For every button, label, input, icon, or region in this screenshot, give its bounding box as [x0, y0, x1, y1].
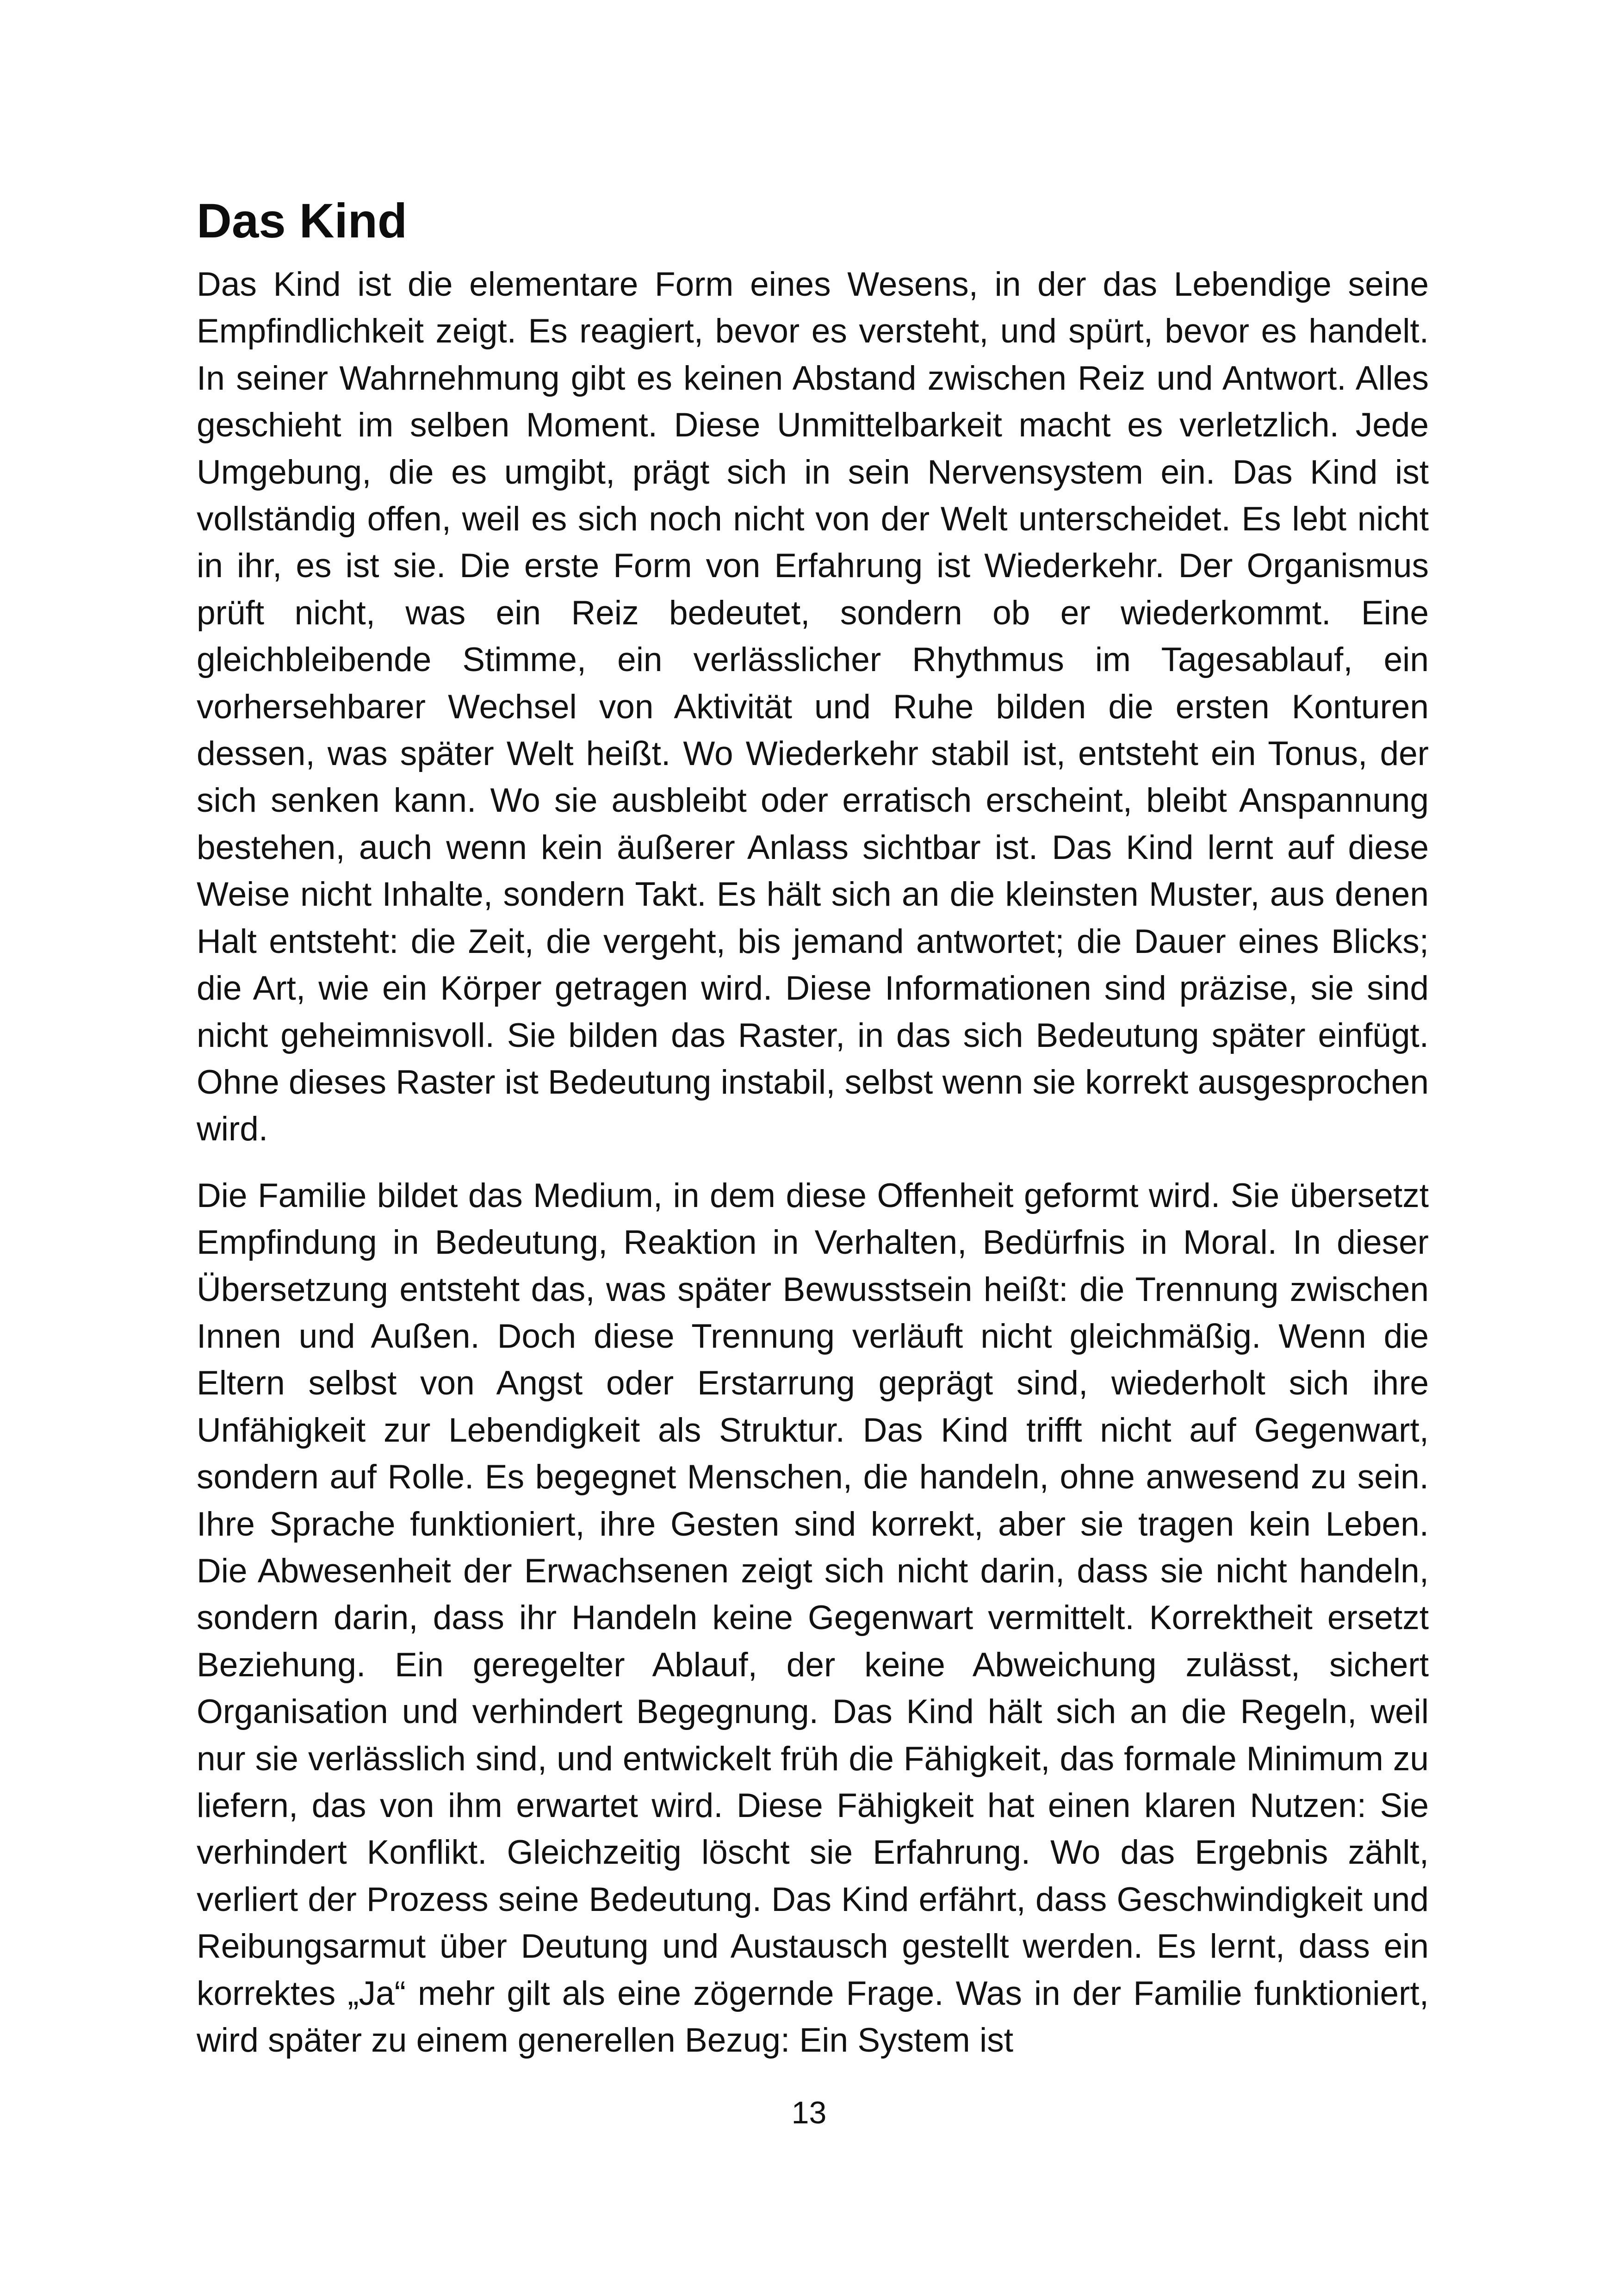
chapter-heading: Das Kind [197, 194, 408, 248]
document-page [197, 187, 1429, 2064]
body-paragraph-1: Das Kind ist die elementare Form eines Wesens, in der das Lebendige seine Empfindlichkeit zeigt. Es reagiert, bevor es versteht, und spürt, bevor es handelt. In seiner Wahrnehmung gibt es keinen Abstand zwischen Reiz und Antwort. Alles geschieht im selben Moment. Diese Unmittelbarkeit macht es verletzlich. Jede Umgebung, die es umgibt, prägt sich in sein Nervensystem ein. Das Kind ist vollständig offen, weil es sich noch nicht von der Welt unterscheidet. Es lebt nicht in ihr, es ist sie. Die erste Form von Erfahrung ist Wiederkehr. Der Organismus prüft nicht, was ein Reiz bedeutet, sondern ob er wiederkommt. Eine gleichbleibende Stimme, ein verlässlicher Rhythmus im Tagesablauf, ein vorhersehbarer Wechsel von Aktivität und Ruhe bilden die ersten Konturen dessen, was später Welt heißt. Wo Wiederkehr stabil ist, entsteht ein Tonus, der sich senken kann. Wo sie ausbleibt oder erratisch erscheint, bleibt Anspannung bestehen, auch wenn kein äußerer Anlass sichtbar ist. Das Kind lernt auf diese Weise nicht Inhalte, sondern Takt. Es hält sich an die kleinsten Muster, aus denen Halt entsteht: die Zeit, die vergeht, bis jemand antwortet; die Dauer eines Blicks; die Art, wie ein Körper getragen wird. Diese Informationen sind präzise, sie sind nicht geheimnisvoll. Sie bilden das Raster, in das sich Bedeutung später einfügt. Ohne dieses Raster ist Bedeutung instabil, selbst wenn sie korrekt ausgesprochen wird. [197, 266, 1429, 1148]
page-number: 13 [791, 2095, 827, 2130]
body-paragraph-2: Die Familie bildet das Medium, in dem diese Offenheit geformt wird. Sie übersetzt Empfindung in Bedeutung, Reaktion in Verhalten, Bedürfnis in Moral. In dieser Übersetzung entsteht das, was später Bewusstsein heißt: die Trennung zwischen Innen und Außen. Doch diese Trennung verläuft nicht gleichmäßig. Wenn die Eltern selbst von Angst oder Erstarrung geprägt sind, wiederholt sich ihre Unfähigkeit zur Lebendigkeit als Struktur. Das Kind trifft nicht auf Gegenwart, sondern auf Rolle. Es begegnet Menschen, die handeln, ohne anwesend zu sein. Ihre Sprache funktioniert, ihre Gesten sind korrekt, aber sie tragen kein Leben. Die Abwesenheit der Erwachsenen zeigt sich nicht darin, dass sie nicht handeln, sondern darin, dass ihr Handeln keine Gegenwart vermittelt. Korrektheit ersetzt Beziehung. Ein geregelter Ablauf, der keine Abweichung zulässt, sichert Organisation und verhindert Begegnung. Das Kind hält sich an die Regeln, weil nur sie verlässlich sind, und entwickelt früh die Fähigkeit, das formale Minimum zu liefern, das von ihm erwartet wird. Diese Fähigkeit hat einen klaren Nutzen: Sie verhindert Konflikt. Gleichzeitig löscht sie Erfahrung. Wo das Ergebnis zählt, verliert der Prozess seine Bedeutung. Das Kind erfährt, dass Geschwindigkeit und Reibungsarmut über Deutung und Austausch gestellt werden. Es lernt, dass ein korrektes „Ja“ mehr gilt als eine zögernde Frage. Was in der Familie funktioniert, wird später zu einem generellen Bezug: Ein System ist [197, 1176, 1429, 2060]
